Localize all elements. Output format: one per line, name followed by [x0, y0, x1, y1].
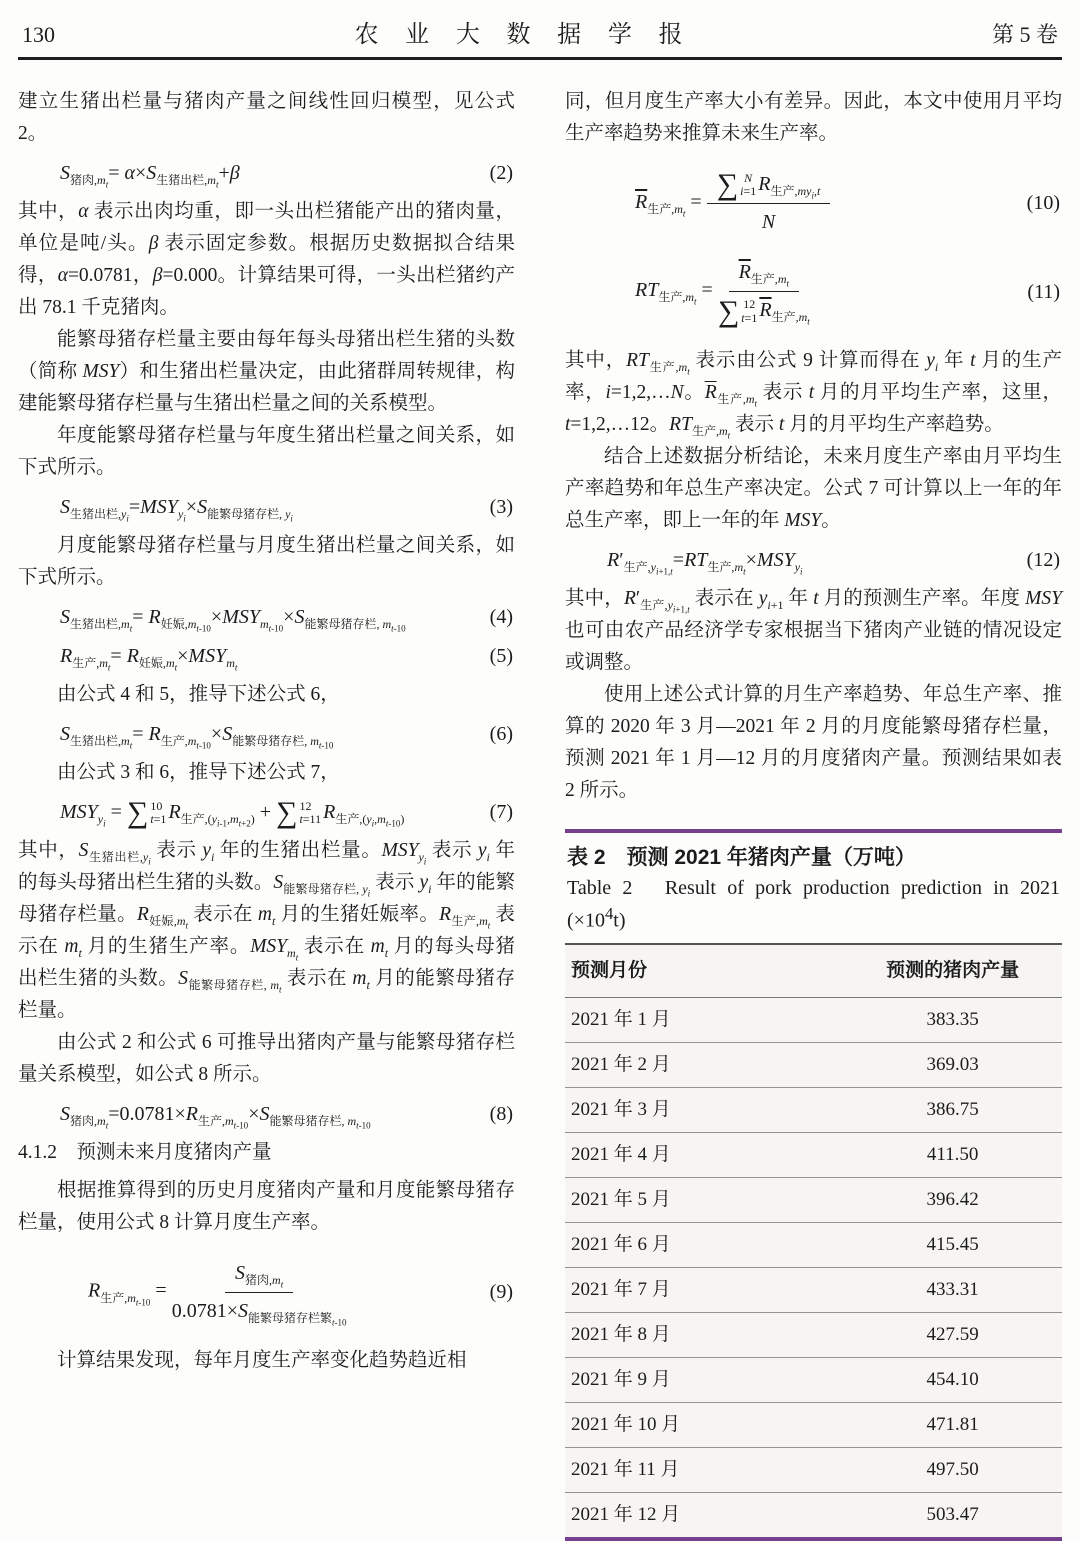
month-cell: 2021 年 3 月	[565, 1087, 843, 1132]
equation-10	[565, 168, 1062, 238]
value-cell: 427.59	[843, 1312, 1062, 1357]
header-rule	[18, 57, 1062, 60]
month-cell: 2021 年 11 月	[565, 1447, 843, 1492]
equation-body: $R_{生产,m_{t-10}}$ = $\frac{S_{猪肉,m_t}}{0.0781\times S_{能繁母猪存栏繁_{t-10}}}$	[18, 1257, 347, 1327]
value-cell: 497.50	[843, 1447, 1062, 1492]
equation-body: $S_{生猪出栏,m_t}= R_{生产,m_{t-10}}\times S_{能繁母猪存栏, m_{t-10}}$	[60, 723, 334, 751]
table-row	[565, 1177, 1062, 1222]
equation-number: (9)	[489, 1281, 513, 1304]
value-cell: 454.10	[843, 1357, 1062, 1402]
prediction-table	[565, 943, 1062, 1537]
equation-number: (7)	[489, 801, 513, 824]
equation-body: $S_{猪肉,m_t}= \alpha\times S_{生猪出栏,m_t}+\beta$	[60, 162, 240, 190]
equation-body: $R'_{生产,y_{i+1,t}}=RT_{生产,m_t}\times MSY_{y_i}$	[607, 548, 803, 577]
month-cell: 2021 年 2 月	[565, 1042, 843, 1087]
paragraph-monthly: 月度能繁母猪存栏量与月度生猪出栏量之间关系，如下式所示。	[18, 535, 515, 588]
equation-11	[565, 256, 1062, 326]
paragraph-calc: 根据推算得到的历史月度猪肉产量和月度能繁母猪存栏量，使用公式 8 计算月度生产率。	[18, 1180, 515, 1234]
paragraph-derive6: 由公式 4 和 5，推导下述公式 6，	[57, 684, 340, 705]
table-row	[565, 997, 1062, 1042]
paragraph-msy: 能繁母猪存栏量主要由每年每头母猪出栏生猪的头数（简称 MSY）和生猪出栏量决定，由此猪群周转规律，构建能繁母猪存栏量与生猪出栏量之间的关系模型。	[18, 329, 515, 414]
equation-number: (12)	[1026, 548, 1060, 571]
equation-body: $S_{生猪出栏,y_i}=MSY_{y_i}\times S_{能繁母猪存栏, y_i}$	[60, 496, 293, 524]
table-header	[565, 944, 1062, 998]
equation-body: $S_{生猪出栏,m_t}= R_{妊娠,m_{t-10}}\times MSY_{m_{t-10}}\times S_{能繁母猪存栏, m_{t-10}}$	[60, 606, 406, 634]
equation-body: $MSY_{y_i}$ = ∑ 10 t=1 $R_{生产,(y_{i-1},m_{t+2})}$ + ∑ 12 t=11 $R_{生产,(y_i,m_{t-10})}$	[60, 796, 405, 830]
month-cell: 2021 年 9 月	[565, 1357, 843, 1402]
table-row	[565, 1087, 1062, 1132]
two-column-body	[18, 86, 1062, 1541]
equation-3	[18, 491, 515, 523]
equation-number: (4)	[489, 606, 513, 628]
right-column	[565, 86, 1062, 1541]
table-row	[565, 1132, 1062, 1177]
table-row	[565, 1267, 1062, 1312]
paragraph-yearly: 年度能繁母猪存栏量与年度生猪出栏量之间关系，如下式所示。	[18, 425, 515, 478]
page-number: 130	[22, 22, 55, 47]
month-cell: 2021 年 7 月	[565, 1267, 843, 1312]
equation-number: (3)	[489, 496, 513, 518]
equation-body: $R_{生产,m_t}= R_{妊娠,m_t}\times MSY_{m_t}$	[60, 645, 238, 673]
column-header-month: 预测月份	[565, 944, 843, 998]
table-row	[565, 1492, 1062, 1537]
table-row	[565, 1312, 1062, 1357]
paragraph-result: 计算结果发现，每年月度生产率变化趋势趋近相	[57, 1350, 467, 1372]
column-header-value: 预测的猪肉产量	[843, 944, 1062, 998]
table-row	[565, 1222, 1062, 1267]
pork-table-body	[565, 997, 1062, 1537]
running-head	[18, 8, 1062, 57]
value-cell: 471.81	[843, 1402, 1062, 1447]
equation-body: $S_{猪肉,m_t}=0.0781\times R_{生产,m_{t-10}}\times S_{能繁母猪存栏, m_{t-10}}$	[60, 1103, 371, 1131]
table-row	[565, 1357, 1062, 1402]
month-cell: 2021 年 6 月	[565, 1222, 843, 1267]
equation-6	[18, 718, 515, 750]
month-cell: 2021 年 10 月	[565, 1402, 843, 1447]
left-column	[18, 86, 515, 1541]
month-cell: 2021 年 5 月	[565, 1177, 843, 1222]
value-cell: 503.47	[843, 1492, 1062, 1537]
equation-2	[18, 157, 515, 189]
equation-number: (10)	[1026, 192, 1060, 215]
table-row	[565, 1447, 1062, 1492]
paragraph-alpha: 其中，α 表示出肉均重，即一头出栏猪能产出的猪肉量，单位是吨/头。β 表示固定参数。根据历史数据拟合结果得，α=0.0781，β=0.000。计算结果可得，一头出栏猪约产出 78.1 千克猪肉。	[18, 201, 515, 318]
journal-title: 农 业 大 数 据 学 报	[354, 21, 693, 48]
paragraph-derive8: 由公式 2 和公式 6 可推导出猪肉产量与能繁母猪存栏量关系模型，如公式 8 所示。	[18, 1032, 515, 1086]
equation-number: (8)	[489, 1103, 513, 1126]
value-cell: 433.31	[843, 1267, 1062, 1312]
value-cell: 369.03	[843, 1042, 1062, 1087]
paragraph-derive7: 由公式 3 和 6，推导下述公式 7，	[57, 762, 340, 783]
paragraph-rt-explain: 其中，$RT_{生产,m_t}$ 表示由公式 9 计算而得在 $y_i$ 年 t 月的生产率，i=1,2,…N。$\overline{R}_{生产,m_t}$ 表示 t 月的月平均生产率，这里，t=1,2,…12。$RT_{生产,m_t}$ 表示 t 月的月平均生产率趋势。	[565, 349, 1062, 441]
table-row	[565, 1042, 1062, 1087]
pork-production-table	[565, 829, 1062, 1541]
section-heading-412: 4.1.2 预测未来月度猪肉产量	[18, 1142, 272, 1164]
equation-5	[18, 640, 515, 672]
table-row	[565, 1402, 1062, 1447]
table-caption-cn: 表 2 预测 2021 年猪肉产量（万吨）	[567, 845, 916, 869]
value-cell: 386.75	[843, 1087, 1062, 1132]
equation-number: (5)	[489, 645, 513, 667]
value-cell: 383.35	[843, 997, 1062, 1042]
equation-body: $RT_{生产,m_t}$ = $\overline{R}_{生产,m_t}$ ∑ 12 t=1 $\overline{R}_{生产,m_t}$	[565, 256, 810, 326]
paragraph-combine: 结合上述数据分析结论，未来月度生产率由月平均生产率趋势和年总生产率决定。公式 7 可计算以上一年的年总生产率，即上一年的年 MSY。	[565, 445, 1062, 531]
equation-body: $\overline{R}_{生产,m_t}$ = ∑ N i=1 $R_{生产,my_i,t}$ N	[565, 168, 830, 238]
equation-number: (2)	[489, 162, 513, 184]
equation-4	[18, 601, 515, 633]
value-cell: 396.42	[843, 1177, 1062, 1222]
paragraph-variables: 其中，$S_{生猪出栏,y_i}$ 表示 $y_i$ 年的生猪出栏量。$MSY_{y_i}$ 表示 $y_i$ 年的每头母猪出栏生猪的头数。$S_{能繁母猪存栏, y_i}$ 表示 $y_i$ 年的能繁母猪存栏量。$R_{妊娠,m_t}$ 表示在 $m_t$ 月的生猪妊娠率。$R_{生产,m_t}$ 表示在 $m_t$ 月的生猪生产率。$MSY_{m_t}$ 表示在 $m_t$ 月的每头母猪出栏生猪的头数。$S_{能繁母猪存栏, m_t}$ 表示在 $m_t$ 月的能繁母猪存栏量。	[18, 840, 515, 1022]
month-cell: 2021 年 8 月	[565, 1312, 843, 1357]
month-cell: 2021 年 1 月	[565, 997, 843, 1042]
paragraph-continued: 同，但月度生产率大小有差异。因此，本文中使用月平均生产率趋势来推算未来生产率。	[565, 91, 1062, 144]
month-cell: 2021 年 4 月	[565, 1132, 843, 1177]
equation-number: (6)	[489, 723, 513, 745]
paragraph-intro: 建立生猪出栏量与猪肉产量之间线性回归模型，见公式 2。	[18, 91, 515, 144]
value-cell: 411.50	[843, 1132, 1062, 1177]
paragraph-msy-expert: 其中，$R'_{生产,y_{i+1,t}}$ 表示在 $y_{i+1}$ 年 t 月的预测生产率。年度 MSY 也可由农产品经济学专家根据当下猪肉产业链的情况设定或调整。	[565, 587, 1062, 673]
equation-12	[565, 544, 1062, 576]
month-cell: 2021 年 12 月	[565, 1492, 843, 1537]
paragraph-usage: 使用上述公式计算的月生产率趋势、年总生产率、推算的 2020 年 3 月—2021 年 2 月的月度能繁母猪存栏量，预测 2021 年 1 月—12 月的月度猪肉产量。预测结果如表 2 所示。	[565, 683, 1062, 801]
volume-label: 第 5 卷	[991, 22, 1058, 47]
equation-number: (11)	[1027, 280, 1060, 303]
table-caption-en: Table 2 Result of pork production prediction in 2021 $(\times 10^4t)$	[567, 877, 1060, 932]
equation-9	[18, 1257, 515, 1327]
equation-8	[18, 1098, 515, 1130]
equation-7	[18, 796, 515, 828]
value-cell: 415.45	[843, 1222, 1062, 1267]
